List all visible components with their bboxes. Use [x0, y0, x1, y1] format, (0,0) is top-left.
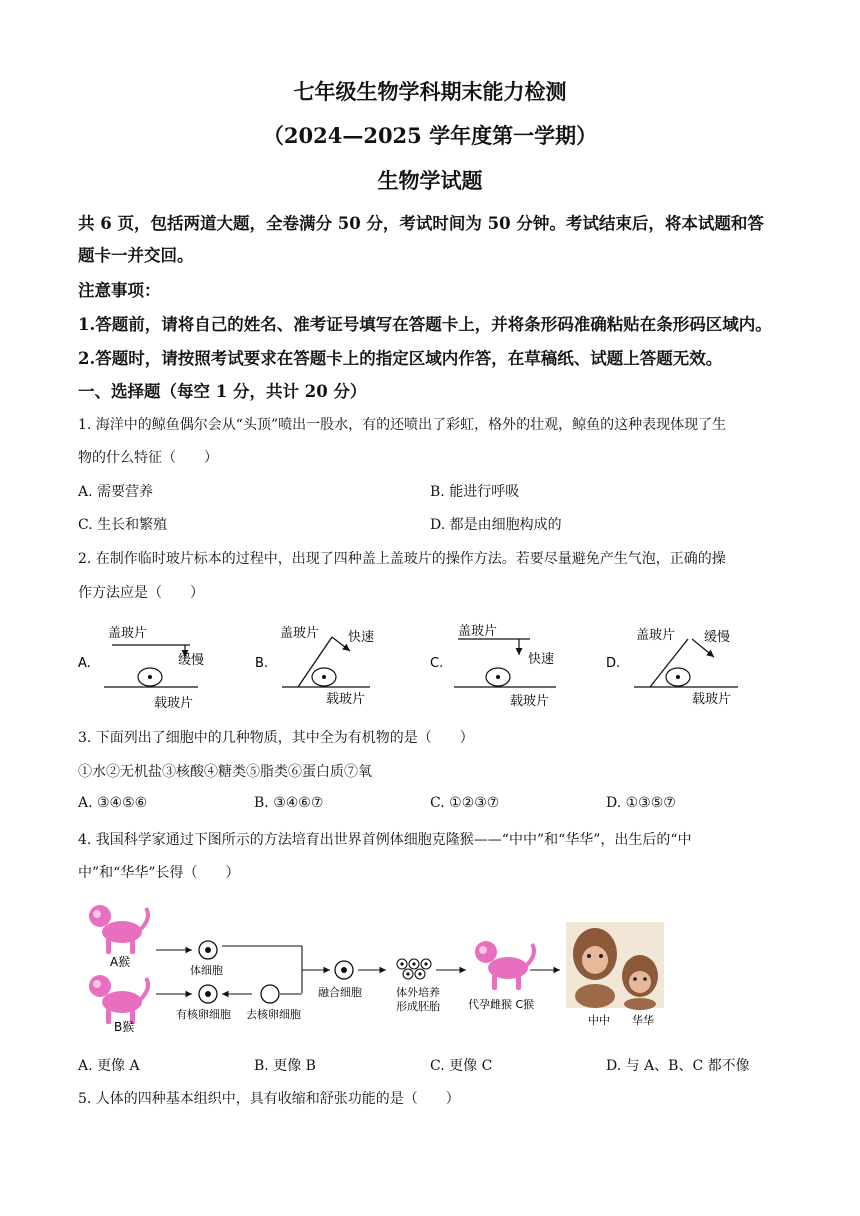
- egg-cell-icon: [199, 985, 217, 1003]
- notice-heading: 注意事项：: [78, 281, 161, 300]
- intro-line-1: 共 6 页，包括两道大题，全卷满分 50 分，考试时间为 50 分钟。考试结束后，将本试题和答: [78, 214, 764, 233]
- subject-title: 生物学试题: [377, 168, 483, 193]
- monkey-b-icon: [89, 975, 148, 1024]
- q4-option-c: C. 更像 C: [430, 1058, 493, 1074]
- huahua-label: 华华: [632, 1014, 654, 1027]
- q4-option-d: D. 与 A、B、C 都不像: [606, 1058, 750, 1074]
- enucleated-egg-label: 去核卵细胞: [246, 1008, 301, 1021]
- school-year: （2024—2025 学年度第一学期）: [262, 123, 598, 148]
- cloned-monkeys-photo: [566, 922, 664, 1010]
- question-2-line-1: 2. 在制作临时玻片标本的过程中，出现了四种盖上盖玻片的操作方法。若要尽量避免产生气泡，正确的操: [78, 551, 726, 567]
- q3-option-c: C. ①②③⑦: [430, 795, 500, 811]
- monkey-a-label: A猴: [110, 955, 131, 969]
- q3-option-a: A. ③④⑤⑥: [78, 795, 148, 811]
- section-heading: 一、选择题（每空 1 分，共计 20 分）: [78, 382, 367, 401]
- diagram-d-slide-label: 载玻片: [692, 692, 732, 707]
- question-1-line-1: 1. 海洋中的鲸鱼偶尔会从“头顶”喷出一股水，有的还喷出了彩虹，格外的壮观，鲸鱼的这种表现体现了生: [78, 417, 727, 433]
- q1-option-b: B. 能进行呼吸: [430, 484, 520, 500]
- diagram-c-cover-label: 盖玻片: [458, 624, 498, 639]
- zhongzhong-label: 中中: [588, 1014, 610, 1027]
- culture-label-1: 体外培养: [396, 986, 440, 999]
- diagram-c-label: C.: [430, 656, 444, 671]
- diagram-c: [454, 623, 556, 709]
- question-3-line-1: 3. 下面列出了细胞中的几种物质，其中全为有机物的是（ ）: [78, 730, 474, 746]
- monkey-a-icon: [89, 905, 148, 954]
- question-4-line-2: 中”和“华华”长得（ ）: [78, 865, 240, 881]
- diagram-b-label: B.: [255, 656, 269, 671]
- coverslip-diagrams: [70, 615, 790, 715]
- q4-option-b: B. 更像 B: [254, 1058, 316, 1074]
- diagram-d: [634, 627, 738, 707]
- somatic-cell-icon: [199, 941, 217, 959]
- q1-option-d: D. 都是由细胞构成的: [430, 517, 562, 533]
- embryo-icon: [397, 959, 431, 979]
- diagram-d-speed-label: 缓慢: [704, 630, 731, 645]
- diagram-d-cover-label: 盖玻片: [636, 628, 676, 643]
- diagram-b: [280, 625, 374, 707]
- page-title: 七年级生物学科期末能力检测: [293, 79, 567, 104]
- surrogate-label: 代孕雌猴 C猴: [468, 998, 535, 1011]
- diagram-b-speed-label: 快速: [348, 630, 375, 645]
- notice-item-1: 1.答题前，请将自己的姓名、准考证号填写在答题卡上，并将条形码准确粘贴在条形码区域内。: [78, 315, 772, 334]
- diagram-a-slide-label: 载玻片: [154, 696, 194, 711]
- fused-cell-label: 融合细胞: [318, 986, 362, 999]
- question-4-line-1: 4. 我国科学家通过下图所示的方法培育出世界首例体细胞克隆猴——“中中”和“华华”，出生后的“中: [78, 832, 692, 848]
- q4-option-a: A. 更像 A: [78, 1058, 140, 1074]
- question-2-line-2: 作方法应是（ ）: [78, 585, 204, 601]
- diagram-b-cover-label: 盖玻片: [280, 626, 320, 641]
- enucleated-egg-icon: [261, 985, 279, 1003]
- diagram-c-speed-label: 快速: [528, 652, 555, 667]
- egg-cell-label: 有核卵细胞: [176, 1008, 231, 1021]
- q3-option-d: D. ①③⑤⑦: [606, 795, 676, 811]
- diagram-a-cover-label: 盖玻片: [108, 626, 148, 641]
- question-1-line-2: 物的什么特征（ ）: [78, 450, 218, 466]
- question-3-line-2: ①水②无机盐③核酸④糖类⑤脂类⑥蛋白质⑦氧: [78, 764, 372, 780]
- diagram-a-speed-label: 缓慢: [178, 653, 205, 668]
- diagram-d-label: D.: [606, 656, 621, 671]
- diagram-a: [104, 625, 204, 711]
- q1-option-a: A. 需要营养: [78, 484, 154, 500]
- diagram-a-label: A.: [78, 656, 91, 671]
- monkey-b-label: B猴: [114, 1020, 135, 1034]
- question-5-line-1: 5. 人体的四种基本组织中，具有收缩和舒张功能的是（ ）: [78, 1091, 460, 1107]
- monkey-c-icon: [475, 941, 534, 990]
- diagram-c-slide-label: 载玻片: [510, 694, 550, 709]
- q1-option-c: C. 生长和繁殖: [78, 517, 168, 533]
- cloning-flow-diagram: [80, 896, 680, 1036]
- fused-cell-icon: [335, 961, 353, 979]
- diagram-b-slide-label: 载玻片: [326, 692, 366, 707]
- notice-item-2: 2.答题时，请按照考试要求在答题卡上的指定区域内作答，在草稿纸、试题上答题无效。: [78, 349, 723, 368]
- intro-line-2: 题卡一并交回。: [78, 246, 194, 265]
- somatic-cell-label: 体细胞: [190, 964, 223, 977]
- culture-label-2: 形成胚胎: [396, 1000, 440, 1013]
- q3-option-b: B. ③④⑥⑦: [254, 795, 324, 811]
